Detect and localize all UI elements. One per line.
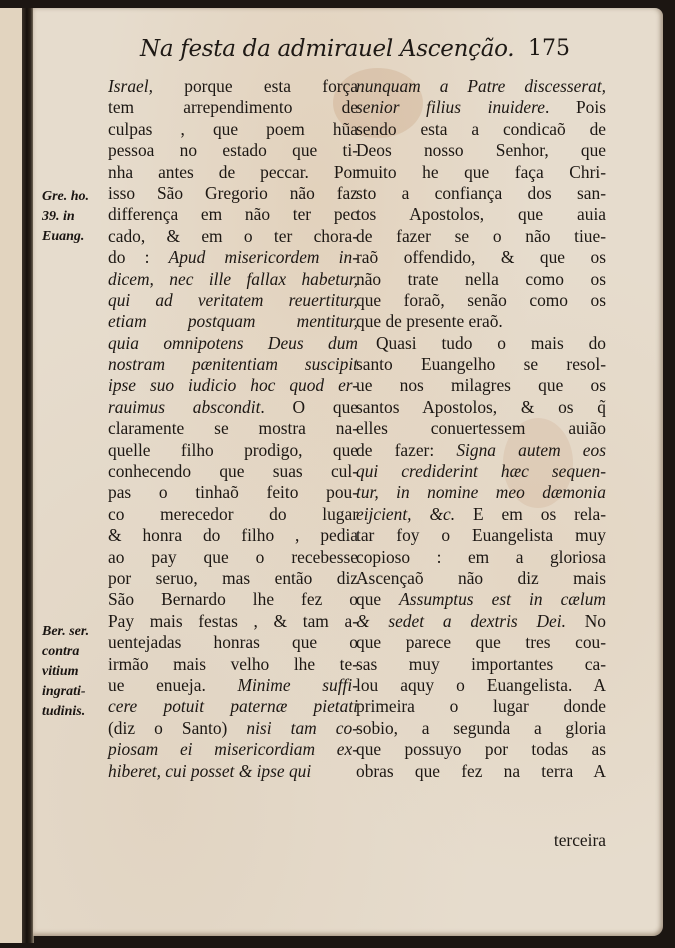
text-segment: Apud misericordem in- bbox=[168, 247, 358, 268]
text-segment: . O que bbox=[260, 396, 358, 417]
text-line: culpas , que poem hũa bbox=[108, 118, 358, 139]
catchword: terceira bbox=[553, 830, 606, 850]
text-line: cere potuit paternæ pietati bbox=[108, 696, 358, 717]
text-segment: de fazer: bbox=[356, 439, 457, 460]
margin-note-line: contra bbox=[42, 644, 80, 659]
text-line bbox=[108, 76, 358, 97]
text-line: nha antes de peccar. Por bbox=[108, 161, 358, 182]
text-line: co merecedor do lugar bbox=[108, 503, 358, 524]
text-line bbox=[356, 440, 606, 461]
text-line bbox=[108, 718, 358, 739]
text-line: São Bernardo lhe fez o bbox=[108, 589, 358, 610]
text-segment: que bbox=[356, 589, 400, 610]
text-line: hiberet, cui posset & ipse qui bbox=[108, 760, 312, 781]
text-line: santos Apostolos, & os q̃ bbox=[356, 396, 606, 417]
text-segment: & sedet a dextris Dei. bbox=[356, 610, 566, 631]
text-line: não trate nella como os bbox=[356, 268, 606, 289]
margin-note-line: Ber. ser. bbox=[42, 624, 90, 639]
text-line: sas muy importantes ca- bbox=[356, 653, 606, 674]
text-line: copioso : em a gloriosa bbox=[356, 546, 606, 567]
text-line: conhecendo que suas cul- bbox=[108, 461, 358, 482]
text-line: muito he que faça Chri- bbox=[356, 161, 606, 182]
text-segment: No bbox=[565, 610, 606, 631]
text-line bbox=[108, 675, 358, 696]
margin-note-line: Gre. ho. bbox=[42, 189, 90, 204]
text-line: raõ offendido, & que os bbox=[356, 247, 606, 268]
left-text-column bbox=[108, 76, 358, 782]
text-line: claramente se mostra na- bbox=[108, 418, 358, 439]
text-line: que possuyo por todas as bbox=[356, 739, 606, 760]
text-line: & honra do filho , pedia bbox=[108, 525, 358, 546]
text-line: Pay mais festas , & tam a- bbox=[108, 610, 358, 631]
text-line bbox=[356, 589, 606, 610]
text-segment: do : bbox=[108, 247, 169, 268]
text-line: cado, & em o ter chora- bbox=[108, 225, 358, 246]
text-line: tem arrependimento de bbox=[108, 97, 358, 118]
margin-note-line: Euang. bbox=[42, 229, 85, 244]
margin-note-line: vitium bbox=[42, 664, 79, 679]
text-segment: rauimus abscondit bbox=[108, 396, 261, 417]
text-line: uentejadas honras que o bbox=[108, 632, 358, 653]
text-segment: . Pois bbox=[544, 97, 606, 118]
text-line: sobio, a segunda a gloria bbox=[356, 717, 606, 738]
text-segment: eijcient, &c. bbox=[356, 503, 456, 524]
margin-note-line: ingrati- bbox=[42, 684, 86, 699]
text-line: obras que fez na terra A bbox=[356, 760, 606, 781]
text-line: isso São Gregorio não faz bbox=[108, 182, 358, 203]
text-segment: E em os rela- bbox=[455, 503, 606, 524]
text-line: ipse suo iudicio hoc quod er- bbox=[108, 375, 358, 396]
page-number: 175 bbox=[528, 36, 570, 61]
margin-note-line: 39. in bbox=[42, 209, 75, 224]
text-line: quia omnipotens Deus dum bbox=[108, 332, 358, 353]
text-line: quelle filho prodigo, que bbox=[108, 439, 358, 460]
text-line bbox=[356, 504, 606, 525]
text-line: piosam ei misericordiam ex- bbox=[108, 739, 358, 760]
text-line: pas o tinhaõ feito pou- bbox=[108, 482, 358, 503]
text-segment: Israel, bbox=[108, 76, 153, 96]
running-head bbox=[140, 36, 590, 70]
text-line: tur, in nomine meo dæmonia bbox=[356, 482, 606, 503]
text-line: pessoa no estado que ti- bbox=[108, 140, 358, 161]
text-line: que foraõ, senão como os bbox=[356, 289, 606, 310]
text-segment: senior filius inuidere bbox=[356, 97, 545, 118]
text-segment: ue enueja. bbox=[108, 674, 238, 695]
running-head-title: Na festa da admirauel Ascenção. bbox=[140, 36, 515, 62]
text-segment: Assumptus est in cælum bbox=[399, 589, 606, 610]
text-line: ao pay que o recebesse bbox=[108, 546, 358, 567]
catchword-row bbox=[356, 830, 606, 851]
text-line: nunquam a Patre discesserat, bbox=[356, 76, 606, 96]
text-segment: Signa autem eos bbox=[456, 439, 606, 460]
text-line bbox=[356, 611, 606, 632]
text-line: qui ad veritatem reuertitur, bbox=[108, 289, 358, 310]
text-line: qui crediderint hæc sequen- bbox=[356, 461, 606, 482]
margin-note-bernardo bbox=[42, 622, 106, 722]
text-line: que parece que tres cou- bbox=[356, 632, 606, 653]
text-line: dicem, nec ille fallax habetur, bbox=[108, 268, 358, 289]
text-segment: (diz o Santo) bbox=[108, 717, 247, 738]
text-line: primeira o lugar donde bbox=[356, 696, 606, 717]
right-text-column bbox=[356, 76, 606, 782]
text-line: de fazer se o não tiue- bbox=[356, 225, 606, 246]
margin-note-gregorio bbox=[42, 187, 106, 247]
text-line bbox=[108, 247, 358, 268]
text-segment: porque esta força bbox=[152, 76, 358, 96]
text-line: Ascençaõ não diz mais bbox=[356, 567, 606, 588]
text-line: Quasi tudo o mais do bbox=[376, 332, 606, 353]
text-line: tos Apostolos, que auia bbox=[356, 204, 606, 225]
text-line: ue nos milagres que os bbox=[356, 375, 606, 396]
text-line: que de presente eraõ. bbox=[356, 311, 503, 332]
text-line: sendo esta a condicaõ de bbox=[356, 118, 606, 139]
text-line: nostram pænitentiam suscipit bbox=[108, 354, 358, 375]
text-line: etiam postquam mentitur, bbox=[108, 311, 358, 332]
text-line: santo Euangelho se resol- bbox=[356, 354, 606, 375]
text-line: tar foy o Euangelista muy bbox=[356, 525, 606, 546]
facing-page-edge bbox=[0, 8, 24, 943]
text-line: sto a confiança dos san- bbox=[356, 182, 606, 203]
text-line bbox=[108, 397, 358, 418]
text-segment: Minime suffi- bbox=[237, 674, 358, 695]
text-line: irmão mais velho lhe te- bbox=[108, 653, 358, 674]
text-line: Deos nosso Senhor, que bbox=[356, 140, 606, 161]
text-line: differença em não ter pec bbox=[108, 204, 358, 225]
margin-note-line: tudinis. bbox=[42, 704, 86, 719]
text-line: lou aquy o Euangelista. A bbox=[356, 674, 606, 695]
text-line: elles conuertessem auião bbox=[356, 418, 606, 439]
text-line: por seruo, mas então diz bbox=[108, 567, 358, 588]
text-line bbox=[356, 97, 606, 118]
text-segment: nisi tam co- bbox=[246, 717, 358, 738]
